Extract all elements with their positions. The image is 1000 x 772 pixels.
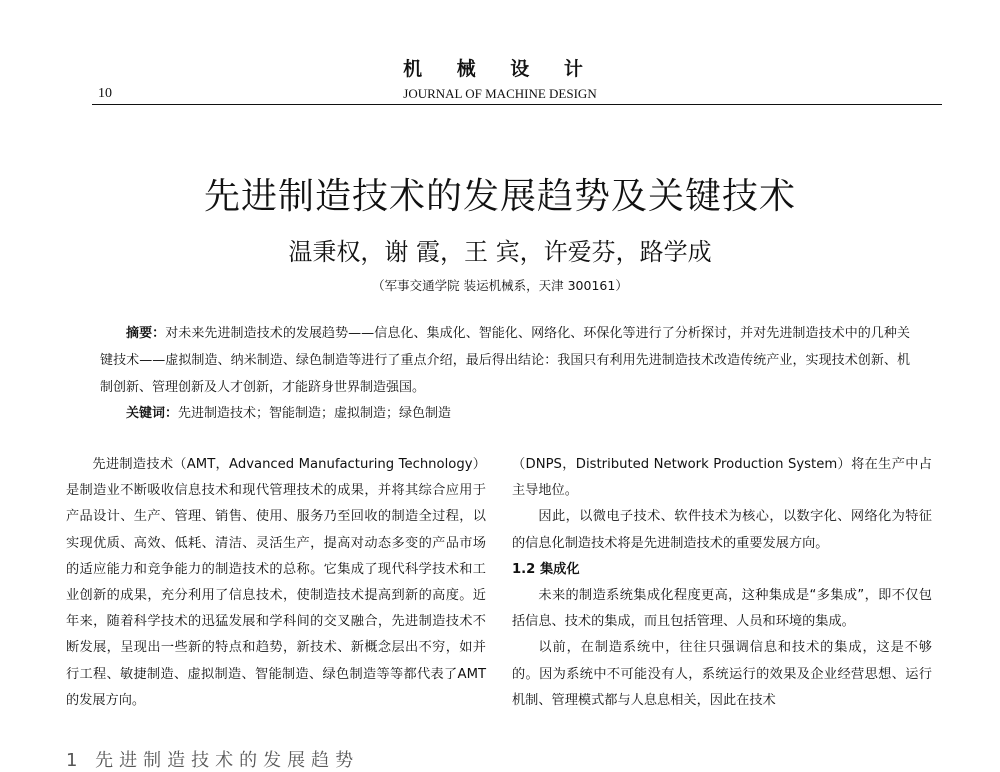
keywords: [126, 402, 906, 421]
section-heading-1: 1 先进制造技术的发展趋势: [66, 750, 360, 771]
body-paragraph: 先进制造技术（AMT，Advanced Manufacturing Technology）是制造业不断吸收信息技术和现代管理技术的成果，并将其综合应用于产品设计、生产、管理、销售、使用、服务乃至回收的制造全过程，以实现优质、高效、低耗、清洁、灵活生产，提高对动态多变的产品市场的适应能力和竞争能力的制造技术的总称。它集成了现代科学技术和工业创新的成果，充分利用了信息技术，使制造技术提高到新的高度。近年来，随着科学技术的迅猛发展和学科间的交叉融合，先进制造技术不断发展，呈现出一些新的特点和趋势，新技术、新概念层出不穷，如并行工程、敏捷制造、虚拟制造、智能制造、绿色制造等等都代表了AMT的发展方向。: [66, 457, 486, 708]
journal-name-en: JOURNAL OF MACHINE DESIGN: [403, 86, 597, 101]
body-column-right: [512, 452, 932, 714]
article-authors: 温秉权，谢 霞，王 宾，许爱芬，路学成: [288, 238, 712, 266]
body-column-left: [66, 452, 486, 714]
article-affiliation: （军事交通学院 装运机械系，天津 300161）: [372, 278, 628, 293]
body-paragraph: 以前，在制造系统中，往往只强调信息和技术的集成，这是不够的。因为系统中不可能没有人，系统运行的效果及企业经营思想、运行机制、管理模式都与人息息相关，因此在技术: [512, 640, 932, 708]
keywords-label: 关键词：: [126, 406, 179, 421]
abstract-text: 对未来先进制造技术的发展趋势——信息化、集成化、智能化、网络化、环保化等进行了分析探讨，并对先进制造技术中的几种关键技术——虚拟制造、纳米制造、绿色制造等进行了重点介绍，最后得出结论：我国只有利用先进制造技术改造传统产业，实现技术创新、机制创新、管理创新及人才创新，才能跻身世界制造强国。: [100, 326, 910, 395]
abstract-label: 摘要：: [126, 326, 166, 341]
journal-name-cn: 机 械 设 计: [403, 58, 597, 80]
article-title: 先进制造技术的发展趋势及关键技术: [203, 176, 796, 217]
body-paragraph: （DNPS，Distributed Network Production System）将在生产中占主导地位。: [512, 457, 932, 499]
header-divider: [92, 104, 942, 105]
page-number: 10: [98, 86, 112, 101]
keywords-text: 先进制造技术；智能制造；虚拟制造；绿色制造: [178, 406, 452, 421]
section-heading-1-2: 1.2 集成化: [512, 561, 580, 577]
body-paragraph: 因此，以微电子技术、软件技术为核心，以数字化、网络化为特征的信息化制造技术将是先进制造技术的重要发展方向。: [512, 509, 932, 551]
abstract: [100, 320, 910, 401]
body-paragraph: 未来的制造系统集成化程度更高，这种集成是“多集成”，即不仅包括信息、技术的集成，而且包括管理、人员和环境的集成。: [512, 588, 932, 630]
